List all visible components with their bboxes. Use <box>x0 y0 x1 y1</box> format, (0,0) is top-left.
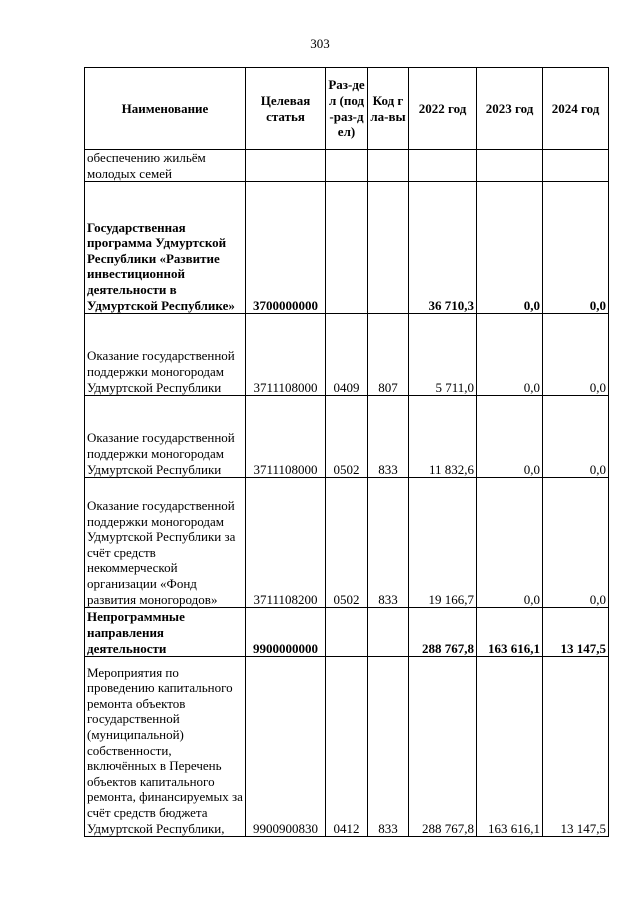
row-chapter <box>368 182 409 314</box>
header-2024: 2024 год <box>543 68 609 150</box>
row-2023: 163 616,1 <box>477 608 543 657</box>
row-2024: 13 147,5 <box>543 657 609 837</box>
table-row <box>85 657 609 837</box>
table-row <box>85 182 609 314</box>
row-section <box>326 150 368 182</box>
row-2022: 11 832,6 <box>409 396 477 478</box>
table-row <box>85 150 609 182</box>
row-2022: 288 767,8 <box>409 657 477 837</box>
row-name: Оказание государственной поддержки моногородам Удмуртской Республики за счёт средств некоммерческой организации «Фонд развития моногородов» <box>85 478 246 608</box>
row-2022 <box>409 150 477 182</box>
row-target: 9900900830 <box>246 657 326 837</box>
row-target: 9900000000 <box>246 608 326 657</box>
row-target: 3711108200 <box>246 478 326 608</box>
row-chapter: 833 <box>368 396 409 478</box>
header-section: Раз-дел (под-раз-дел) <box>326 68 368 150</box>
row-2024: 0,0 <box>543 478 609 608</box>
row-2022: 19 166,7 <box>409 478 477 608</box>
table-row <box>85 478 609 608</box>
row-target <box>246 150 326 182</box>
row-2024: 0,0 <box>543 314 609 396</box>
header-target: Целевая статья <box>246 68 326 150</box>
row-2024 <box>543 150 609 182</box>
row-2024: 13 147,5 <box>543 608 609 657</box>
row-2023: 0,0 <box>477 314 543 396</box>
row-name: Непрограммные направления деятельности <box>85 608 246 657</box>
page-number: 303 <box>310 36 330 51</box>
budget-table <box>84 67 609 837</box>
row-chapter: 807 <box>368 314 409 396</box>
table-row <box>85 608 609 657</box>
row-name: Государственная программа Удмуртской Республики «Развитие инвестиционной деятельности в Удмуртской Республике» <box>85 182 246 314</box>
row-2024: 0,0 <box>543 182 609 314</box>
row-name: Оказание государственной поддержки моногородам Удмуртской Республики <box>85 396 246 478</box>
row-target: 3711108000 <box>246 396 326 478</box>
row-section <box>326 608 368 657</box>
row-2023: 0,0 <box>477 182 543 314</box>
row-name: Оказание государственной поддержки моногородам Удмуртской Республики <box>85 314 246 396</box>
row-section: 0412 <box>326 657 368 837</box>
row-2023 <box>477 150 543 182</box>
row-2022: 5 711,0 <box>409 314 477 396</box>
row-section <box>326 182 368 314</box>
row-target: 3711108000 <box>246 314 326 396</box>
row-2022: 288 767,8 <box>409 608 477 657</box>
table-row <box>85 396 609 478</box>
row-target: 3700000000 <box>246 182 326 314</box>
header-row <box>85 68 609 150</box>
row-2023: 163 616,1 <box>477 657 543 837</box>
row-chapter <box>368 150 409 182</box>
header-name: Наименование <box>85 68 246 150</box>
row-name: Мероприятия по проведению капитального ремонта объектов государственной (муниципальной) собственности, включённых в Перечень объектов капитального ремонта, финансируемых за счёт средств бюджета Удмуртской Республики, <box>85 657 246 837</box>
row-section: 0502 <box>326 396 368 478</box>
row-2023: 0,0 <box>477 396 543 478</box>
row-section: 0502 <box>326 478 368 608</box>
header-2023: 2023 год <box>477 68 543 150</box>
row-2023: 0,0 <box>477 478 543 608</box>
row-2022: 36 710,3 <box>409 182 477 314</box>
row-chapter: 833 <box>368 478 409 608</box>
row-chapter <box>368 608 409 657</box>
row-name: обеспечению жильём молодых семей <box>85 150 246 182</box>
header-chapter: Код гла-вы <box>368 68 409 150</box>
table-row <box>85 314 609 396</box>
row-section: 0409 <box>326 314 368 396</box>
header-2022: 2022 год <box>409 68 477 150</box>
row-2024: 0,0 <box>543 396 609 478</box>
row-chapter: 833 <box>368 657 409 837</box>
